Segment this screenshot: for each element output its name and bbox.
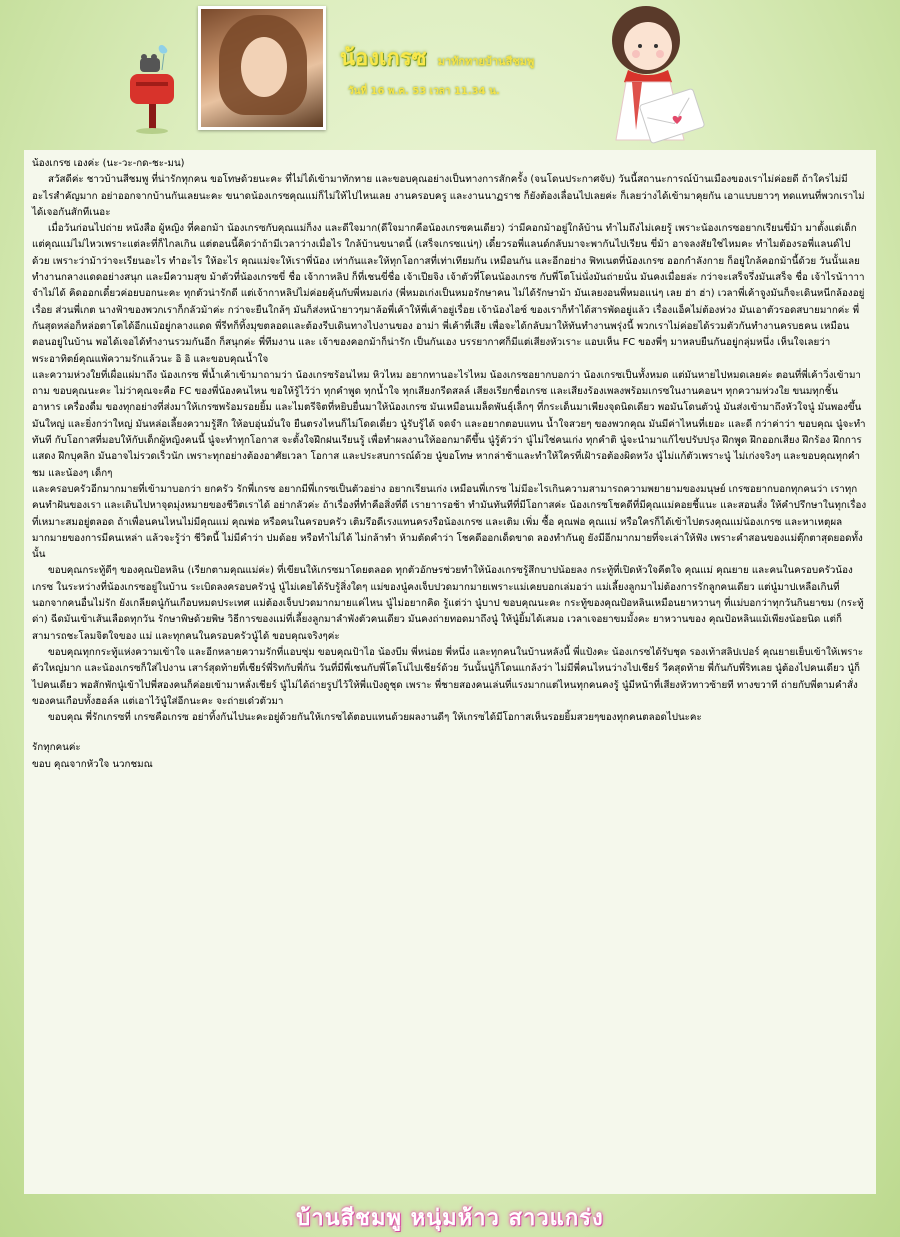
- footer-banner: บ้านสีชมพู หนุ่มห้าว สาวแกร่ง: [296, 1205, 604, 1231]
- letter-body: [24, 150, 876, 1194]
- letter-paragraph: และความห่วงใยที่เผื่อแผ่มาถึง น้องเกรซ พี่น้ำเค้าเข้ามาถามว่า น้องเกรซร้อนไหม หิวไหม อยากทานอะไรไหม น้องเกรซอยากบอกว่า น้องเกรซเป็นทั้งหมด แต่มันหายไปหมดเลยค่ะ ตอนที่พี่เค้าวิ่งเข้ามาถาม ขอบคุณนะคะ ไม่ว่าคุณจะคือ FC ของพี่น้องคนไหน ขอให้รู้ไว้ว่า ทุกคำพูด ทุกน้ำใจ ทุกเสียงกรีดสลล์ เสียงเรียกชื่อเกรซ และเสียงร้องเพลงพร้อมเกรซในงานคอนฯ ทุกความห่วงใย ขนมทุกชิ้น อาหาร เครื่องดื่ม ของทุกอย่างที่ส่งมาให้เกรซพร้อมรอยยิ้ม และไมตรีจิตที่หยิบยื่นมาให้น้องเกรซ มันเหมือนเมล็ดพันธุ์เล็กๆ ที่กระเด็นมาเพียงจุดนิดเดียว พอมันโดนตัวนู๋ มันส่งเข้ามาถึงหัวใจนู๋ มันพองขึ้น มันใหญ่ และยิ่งกว่าใหญ่ มันหล่อเลี้ยงความรู้สึก ให้อบอุ่นมั่นใจ ยืนตรงไหนก็ไม่โดดเดี่ยว นู๋รับรู้ได้ จดจำ และอยากตอบแทน น้ำใจสวยๆ ของพวกคุณ มันมีค่าไหนที่เยอะ และดี กว่าค่าว่า ขอบคุณ นู๋จะทำทันที กับโอกาสที่มอบให้กับเด็กผู้หญิงคนนี้ นู๋จะทำทุกโอกาส จะตั้งใจฝึกฝนเรียนรู้ เพื่อทำผลงานให้ออกมาดีขึ้น นู๋รู้ตัวว่า นู๋ไม่ใช่คนเก่ง ทุกคำติ นู๋จะนำมาแก้ไขปรับปรุง ฝึกพูด ฝึกออกเสียง ฝึกร้อง ฝึกการแสดง ฝึกบุคลิก มันอาจไม่รวดเร็วนัก เพราะทุกอย่างต้องอาศัยเวลา โอกาส และประสบการณ์ด้วย นู๋ขอโทษ หากล่าช้าและทำให้ใครที่เฝ้ารอต้องผิดหวัง นู๋ไม่แก้ตัวเพราะนู๋ ไม่เก่งจริงๆ และขอบคุณทุกคำชม และน้องๆ เด็กๆ: [32, 369, 866, 479]
- letter-paragraph: ขอบคุณ พี่รักเกรซที่ เกรซคือเกรซ อย่าทิ้งกันไปนะคะอยู่ด้วยกันให้เกรซได้ตอบแทนด้วยผลงานดีๆ ให้เกรซได้มีโอกาสเห็นรอยยิ้มสวยๆของทุกคนตลอดไปนะคะ: [48, 712, 702, 724]
- letter-paragraph: เมื่อวันก่อนไปถ่าย หนังสือ ผู้หญิง ที่คอกม้า น้องเกรซกับคุณแม่ก็งง และดีใจมาก(ดีใจมากคือน้องเกรซคนเดียว) ว่ามีคอกม้าอยู่ใกล้บ้าน ทำไมถึงไม่เคยรู้ เพราะน้องเกรซอยากเรียนขี่ม้า มาตั้งแต่เด็ก แต่คุณแม่ไม่ไหวเพราะแต่ละที่ก็ไกลเกิน แต่ตอนนี้คิดว่าถ้ามีเวลาว่างเมื่อไร ใกล้บ้านขนาดนี้ (เสร็จเกรซแน่ๆ) เดี๋ยวรอพี่แลนด์กลับมาจะพากันไปเรียน ขี่ม้า อาจลงสัยใช่ไหมคะ ทำไมต้องรอพี่แลนด์ไปด้วย เพราะว่าม้าว่าจะเรียนอะไร ทำอะไร ให้อะไร คุณแม่จะให้เราพี่น้อง เท่ากันและให้ทุกโอกาสที่เท่าเทียมกัน เหมือนกัน และอีกอย่าง ฟิทเนตที่น้องเกรซ ออกกำลังกาย ก็อยู่ใกล้คอกม้านี้ด้วย วันนั้นเลยทำงานกลางแดดอย่างสนุก และมีความสุข ม้าตัวที่น้องเกรซขี่ ชื่อ เจ้ากาหลิป ก็ที่เชนขี่ชื่อ เจ้าเปียจิง เจ้าตัวที่โดนน้องเกรซ กับพี่โตโน่นั่งมันถ่ายนั่น มันคงเมื่อยล่ะ กว่าจะเสร็จรึ่งมันเสร็จ ชื่อ เจ้าไรน้าาาา จำไม่ได้ คิดออกเดี๋ยวค่อยบอกนะคะ ทุกตัวน่ารักดี แต่เจ้ากาหลิปไม่ค่อยคุ้นกับพี่หมอเก่ง (พี่หมอเก่งเป็นหมอรักษาคน ไม่ได้รักษาม้า มันเลยงอนพี่หมอแน่ๆ เลย ฮ่า ฮ่า) เวลาพี่เค้าจูงมันก็จะเดินหนีกล้องอยู่เรื่อย ส่วนพี่เกต นางฟ้าของพวกเราก็กลัวม้าค่ะ กว่าจะยืนใกล้ๆ มันก็ส่งหน้ายาวๆมาล้อพี่เค้าให้พี่เค้าอยู่เรื่อย เจ้าน้องไอซ์ ของเราก็ทำได้สารพัดอยู่แล้ว เรื่องแอ็คไม่ต้องห่วง มันเอาตัวรอดสบายมากค่ะ พี่กันสุดหล่อก็หล่อตาโตได้อีกแม้อยู่กลางแดด พี่รีทก็ทิ้งมุขตลอดและต้องรีบเดินทางไปงานของ อาม่า พี่เค้าที่เสีย เพื่อจะได้กลับมาให้ทันทำงานพรุ่งนี้ พวกเราไม่ค่อยได้รวมตัวกันทำงานครบธคน เหมือนตอนอยู่ในบ้าน พอได้เจอได้ทำงานรวมกันอีก ก็สนุกค่ะ พี่ทีมงาน และ เจ้าของคอกม้าก็น่ารัก เป็นกันเอง บรรยากาศก็มีแต่เสียงหัวเราะ แอบเห็น FC ของพี่ๆ มาหลบยืนกันอยู่กลุ่มหนึ่ง เห็นใจเลยว่า พระอาทิตย์คุณแพ้ความรักแล้วนะ อิ อิ และขอบคุณน้ำใจ: [32, 223, 865, 365]
- page-title: น้องเกรซ: [340, 45, 427, 71]
- letter-greeting: น้องเกรซ เองค่ะ (นะ-วะ-กด-ชะ-มน): [32, 158, 185, 169]
- letter-paragraph: ขอบคุณกระทู้ดีๆ ของคุณป้อหลิน (เรียกตามคุณแม่ค่ะ) ที่เขียนให้เกรซมาโดยตลอด ทุกตัวอักษรช่วยทำให้น้องเกรซรู้สึกบาปน้อยลง กระทู้ที่เปิดหัวใจคีตใจ คุณแม่ คุณยาย และคนในครอบครัวน้องเกรซ ในระหว่างที่น้องเกรซอยู่ในบ้าน ระเบิดลงครอบครัวนู๋ นู๋ไม่เคยได้รับรู้สิ่งใดๆ แม่ของนู๋คงเจ็บปวดมากมายเพราะแม่เคยบอกเล่มอว่า แม่เลี้ยงลูกมาไม่ต้องการรักลูกคนเดียว แต่นู๋มาปเหลือเกินที่นอกจากคนอื่นไม่รัก ยังเกลียดนู๋กันเกือบหมดประเทศ แม่ต้องเจ็บปวดมากมายแค่ไหน นู๋ไม่อยากคิด รู้แต่ว่า นู๋บาป ขอบคุณนะคะ กระทู้ของคุณป้อหลินเหมือนยาหวานๆ ที่แม่บอกว่าทุกวันกินยาขม (กระทู้ด่า) ฉีดมันเข้าเส้นเลือดทุกวัน รักษาพิษด้วยพิษ วิธีการของแม่ที่เลี้ยงลูกมาลำพังตัวคนเดียว มันคงถ่ายทอดมาถึงนู๋ ให้นู๋ยิ้มได้เสมอ เวลาเจอยาขมมั้งคะ ยาหวานของ คุณป้อหลินแม้เพียงน้อยนิด แต่ก็สามารถชะโลมจิตใจของ แม่ และทุกคนในครอบครัวนู๋ได้ ขอบคุณจริงๆค่ะ: [32, 565, 864, 642]
- girl-with-letter-illustration: [576, 0, 776, 150]
- letter-paragraph: สวัสดีค่ะ ชาวบ้านสีชมพู ที่น่ารักทุกคน ขอโทษด้วยนะคะ ที่ไม่ได้เข้ามาทักทาย และขอบคุณอย่างเป็นทางการสักครั้ง (จนโดนประกาศจับ) วันนี้สถานะการณ์บ้านเมืองของเราไม่ค่อยดี ถ้าใครไม่มีอะไรสำคัญมาก อย่าออกจากบ้านกันเลยนะคะ ขนาดน้องเกรซคุณแม่ก็ไม่ให้ไปไหนเลย งานครอบครู และงานนาฏราช ก็ยังต้องเลื่อนไปเลยค่ะ ก็เลยว่างได้เข้ามาคุยกัน เอาแบบยาวๆ ทดแทนที่พวกเราไม่ได้เจอกันสักทีเนอะ: [32, 174, 865, 218]
- profile-photo: [198, 6, 326, 130]
- letter-paragraph: และครอบครัวอีกมากมายที่เข้ามาบอกว่า ยกครัว รักพี่เกรซ อยากมีพี่เกรซเป็นตัวอย่าง อยากเรียนเก่ง เหมือนพี่เกรซ ไม่มีอะไรเกินความสามารถความพยายามของมนุษย์ เกรซอยากบอกทุกคนว่า เราทุกคนทำฝันของเรา และเดินไปหาจุดมุ่งหมายของชีวิตเราได้ อย่ากลัวค่ะ ถ้าเรื่องที่ทำคือสิ่งที่ดี เรายาารอช้า ทำมันทันทีที่มีโอกาสค่ะ น้องเกรซโชคดีที่มีคุณแม่คอยชี้แนะ และสอนสั่ง ให้คำปรึกษาในทุกเรื่องที่เหมาะสมอยู่ตลอด ถ้าเพื่อนคนไหนไม่มีคุณแม่ คุณพ่อ หรือคนในครอบครัว เติมรึอดีเรงแทนครงรือน้องเกรซ และเติม เพิ่ม ซื้อ คุณพ่อ คุณแม่ หรือใครก็ได้เข้าไปตรงคุณแม่น้องเกรซ และหาเหตุผลมากมายของการมีคนเหล่า แล้วจะรู้ว่า ชีวิตนี้ ไม่มีคำว่า ปมด้อย หรือทำไม่ได้ ไม่กล้าทำ ห้ามตัดคำว่า โชคดีออกเด็ดขาด ลองทำกันดู ยังมีอีกมากมายที่จะเล่าให้ฟัง เพราะคำสอนของแม่ตุ๊กตาสุดยอดทั้งนั้น: [32, 483, 867, 561]
- page-subtitle: มาทักทายบ้านสีชมพู: [437, 55, 535, 68]
- page-header: [0, 0, 900, 150]
- letter-paragraph: ขอบคุณทุกกระทู้แห่งความเข้าใจ และอีกหลายความรักที่แอบซุ่ม ขอบคุณป้าไอ น้องบีม พี่หน่อย พี่หนึ่ง และทุกคนในบ้านหลังนี้ พี่แป้งคะ น้องเกรซได้รับชุด รองเท้าสลิปเปอร์ คุณยายเย็บเข้าให้เพราะตัวใหญ่มาก และน้องเกรซก็ใส่ไปงาน เสาร์สุดท้ายที่เชียร์พี่ริทกับพี่กัน วันที่มีพี่เชนกับพี่โตโน่ไปเชียร์ด้วย วันนั้นนู๋ก็โดนแกล้งว่า ไม่มีพี่คนไหนว่างไปเชียร์ วีคสุดท้าย พี่กันกับพี่ริทเลย นู๋ต้องไปคนเดียว นู๋ก็ไปคนเดียว พอสักพักนู๋เข้าไปพี่สองคนก็ค่อยเข้ามาหลั่งเชียร์ นู๋ไม่ได้ถ่ายรูปไว้ให้พี่แป้งดูชุด เพราะ พี่ชายสองคนเล่นที่แรงมากแต่ไหนทุกคนคงรู้ นู๋มีหน้าที่เสียงหัวทาวซ้ายที ทางขวาที ถ่ายกับพี่ตามคำสั่งของคนเกือบทั้งฮอล์ล แต่เอาไว้นู๋ใส่อีกนะคะ จะถ่ายเด๋วตัวมา: [32, 646, 864, 707]
- title-row: [340, 40, 534, 70]
- mailbox-icon: [118, 40, 188, 135]
- letter-closing: รักทุกคนค่ะ: [32, 742, 81, 754]
- post-date: วันที่ 16 พ.ค. 53 เวลา 11.34 น.: [348, 86, 500, 97]
- letter-signature: ขอบ คุณจากหัวใจ นวกชมณ: [32, 758, 153, 770]
